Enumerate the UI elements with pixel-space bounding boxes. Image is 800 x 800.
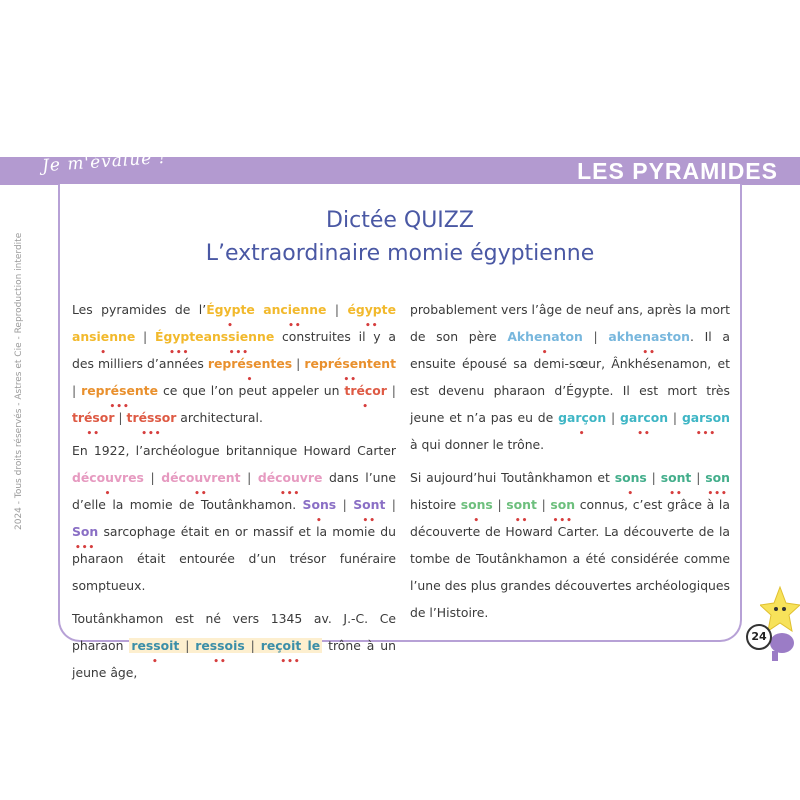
- choice-word[interactable]: représentent ••: [304, 356, 396, 371]
- choice-word[interactable]: Sons •: [303, 497, 337, 512]
- choice-word[interactable]: garçon •: [558, 410, 606, 425]
- choice-word[interactable]: ressoit •: [131, 638, 179, 653]
- text: . Il a ensuite épousé sa demi-sœur, Ânkhésenamon, et est devenu pharaon d’Égypte. Il est mort très jeune et n’a pas eu de: [410, 329, 730, 425]
- text: probablement vers l’âge de neuf ans, après la mort de son père: [410, 302, 730, 344]
- page-number: 24: [746, 624, 772, 650]
- choice-word[interactable]: Akhenaton •: [507, 329, 583, 344]
- choice-word[interactable]: trécor •: [344, 383, 386, 398]
- choice-word[interactable]: sont ••: [661, 470, 692, 485]
- choice-word[interactable]: ancienne ••: [263, 302, 326, 317]
- choice-word[interactable]: Égypte •: [206, 302, 255, 317]
- choice-word[interactable]: garson •••: [682, 410, 730, 425]
- text: Toutânkhamon est né vers 1345 av. J.-C. Ce pharaon: [72, 611, 396, 653]
- choice-word[interactable]: sont ••: [506, 497, 537, 512]
- copyright-side-text: 2024 - Tous droits réservés - Astres et Cie - Reproduction interdite: [14, 232, 24, 530]
- choice-word[interactable]: ansienne •: [72, 329, 135, 344]
- right-column: [410, 296, 730, 632]
- text: ce que l’on peut appeler un: [158, 383, 345, 398]
- text: En 1922, l’archéologue britannique Howard Carter: [72, 443, 396, 458]
- choice-word[interactable]: égypte ••: [347, 302, 396, 317]
- choice-word[interactable]: son •••: [705, 470, 730, 485]
- choice-word[interactable]: sons •: [615, 470, 647, 485]
- choice-word[interactable]: Égypte •••: [155, 329, 204, 344]
- paragraph-5: Si aujourd’hui Toutânkhamon et sons • | sont •• | son ••• histoire sons • | sont •• | son ••• connus, c’est grâce à la découverte de Howard Carter. La découverte de la tombe de Toutânkhamon a été considérée comme l’une des plus grandes découvertes archéologiques de l’Histoire.: [410, 464, 730, 626]
- text: histoire: [410, 497, 461, 512]
- choice-word[interactable]: son •••: [550, 497, 575, 512]
- section-title: LES PYRAMIDES: [577, 158, 778, 184]
- paragraph-3: Toutânkhamon est né vers 1345 av. J.-C. Ce pharaon ressoit • | ressois •• | reçoit le ••• trône à un jeune âge,: [72, 605, 396, 686]
- choice-word[interactable]: Sont ••: [353, 497, 385, 512]
- text: Si aujourd’hui Toutânkhamon et: [410, 470, 615, 485]
- paragraph-4: probablement vers l’âge de neuf ans, après la mort de son père Akhenaton • | akhenaston ••. Il a ensuite épousé sa demi-sœur, Ânkhésenamon, et est devenu pharaon d’Égypte. Il est mort très jeune et n’a pas eu de garçon • | garcon •• | garson ••• à qui donner le trône.: [410, 296, 730, 458]
- choice-word[interactable]: découvrent ••: [161, 470, 240, 485]
- choice-word[interactable]: découvre •••: [258, 470, 323, 485]
- text: Les pyramides de l’: [72, 302, 207, 317]
- text: sarcophage était en or massif et la momie du pharaon était entourée d’un trésor funéraire somptueux.: [72, 524, 396, 593]
- choice-word[interactable]: sons •: [461, 497, 493, 512]
- text: trône à un jeune âge,: [72, 638, 396, 680]
- star-mascot-icon: [760, 585, 800, 665]
- choice-word[interactable]: trésor ••: [72, 410, 114, 425]
- paragraph-1: Les pyramides de l’Égypte • ancienne •• | égypte •• ansienne • | Égypte •••anssienne ••• construites il y a des milliers d’années représentes • | représentent •• | représente ••• ce que l’on peut appeler un trécor • | trésor •• | tréssor ••• architectural.: [72, 296, 396, 431]
- header-script: Je m'évalue !: [41, 147, 168, 177]
- choice-word[interactable]: tréssor •••: [127, 410, 177, 425]
- choice-word[interactable]: reçoit le •••: [261, 638, 320, 653]
- paragraph-2: En 1922, l’archéologue britannique Howard Carter découvres • | découvrent •• | découvre ••• dans l’une d’elle la momie de Toutânkhamon. Sons • | Sont •• | Son ••• sarcophage était en or massif et la momie du pharaon était entourée d’un trésor funéraire somptueux.: [72, 437, 396, 599]
- text: architectural.: [176, 410, 263, 425]
- quiz-title: Dictée QUIZZ: [326, 208, 474, 233]
- left-column: [72, 296, 396, 692]
- choice-word[interactable]: représente •••: [81, 383, 158, 398]
- choice-word[interactable]: garcon ••: [620, 410, 668, 425]
- text: construites il y a des milliers d’années: [72, 329, 396, 371]
- choice-word[interactable]: ressois ••: [195, 638, 244, 653]
- text: dans l’une d’elle la momie de Toutânkhamon.: [72, 470, 396, 512]
- quiz-subtitle: L’extraordinaire momie égyptienne: [205, 241, 595, 266]
- text: connus, c’est grâce à la découverte de Howard Carter. La découverte de la tombe de Toutânkhamon a été considérée comme l’une des plus grandes découvertes archéologiques de l’Histoire.: [410, 497, 730, 620]
- choice-word[interactable]: représentes •: [208, 356, 292, 371]
- choice-word[interactable]: anssienne •••: [204, 329, 275, 344]
- choice-word[interactable]: Son •••: [72, 524, 98, 539]
- text: à qui donner le trône.: [410, 437, 545, 452]
- choice-word[interactable]: découvres •: [72, 470, 144, 485]
- choice-word[interactable]: akhenaston ••: [608, 329, 690, 344]
